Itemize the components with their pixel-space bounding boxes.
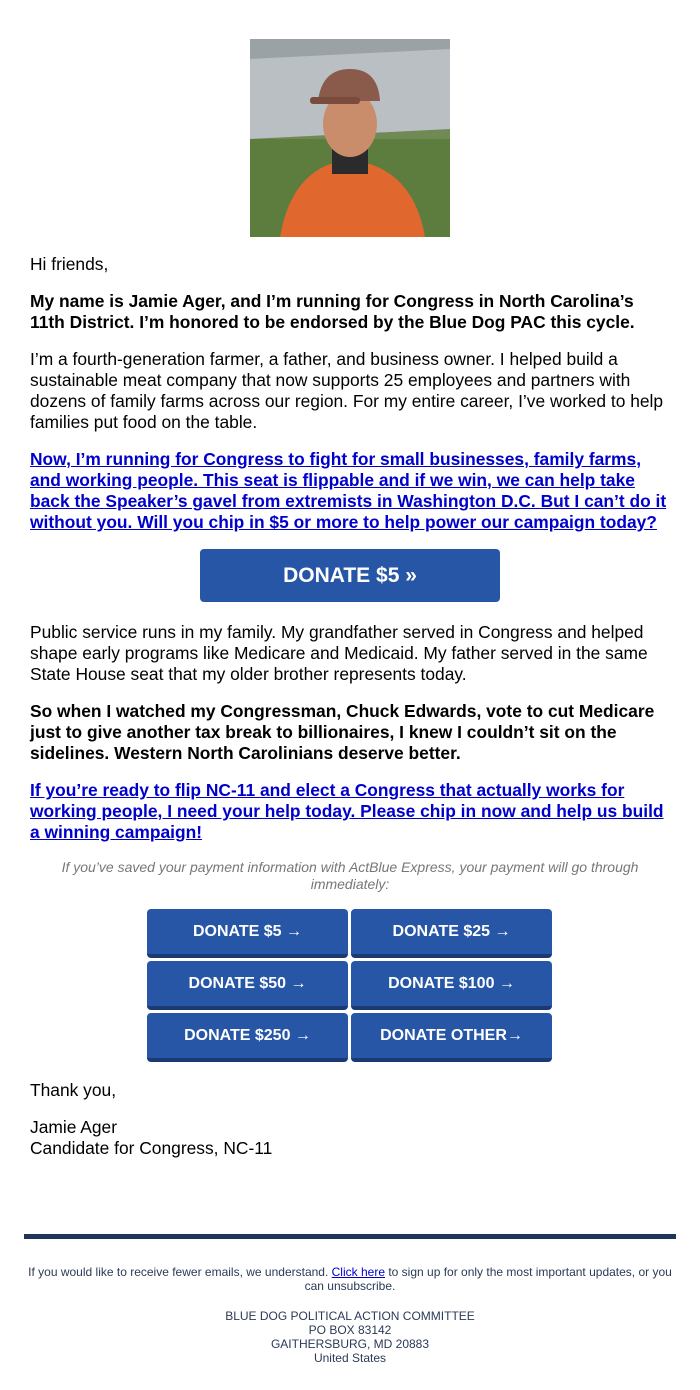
intro-paragraph: My name is Jamie Ager, and I’m running for Congress in North Carolina’s 11th District. I’m honored to be endorsed by the Blue Dog PAC this cycle. xyxy=(30,291,635,332)
donate-other-button[interactable]: DONATE OTHER→ xyxy=(351,1013,552,1062)
address xyxy=(24,1309,676,1365)
donate-button-grid xyxy=(147,909,670,1062)
family-paragraph: Public service runs in my family. My grandfather served in Congress and helped shape early programs like Medicare and Medicaid. My father served in the same State House seat that my older brother represents today. xyxy=(30,622,648,684)
footer-divider xyxy=(24,1234,676,1239)
donate-5-main-button[interactable]: DONATE $5 » xyxy=(200,549,500,602)
greeting: Hi friends, xyxy=(30,254,109,274)
bio-paragraph: I’m a fourth-generation farmer, a father, and business owner. I helped build a sustainable meat company that now supports 25 employees and partners with dozens of family farms across our region. For my entire career, I’ve worked to help families put food on the table. xyxy=(30,349,664,432)
donate-ask-link[interactable]: Now, I’m running for Congress to fight for small businesses, family farms, and working people. This seat is flippable and if we win, we can help take back the Speaker’s gavel from extremists in Washington D.C. But I can’t do it without you. Will you chip in $5 or more to help power our campaign today? xyxy=(30,449,667,532)
signature-title: Candidate for Congress, NC-11 xyxy=(30,1138,273,1158)
express-note: If you’ve saved your payment information with ActBlue Express, your payment will go through immediately: xyxy=(61,859,639,892)
donate-ask-link-2[interactable]: If you’re ready to flip NC-11 and elect a Congress that actually works for working people, I need your help today. Please chip in now and help us build a winning campaign! xyxy=(30,780,664,842)
donate-5-button[interactable]: DONATE $5 → xyxy=(147,909,348,958)
donate-250-button[interactable]: DONATE $250 → xyxy=(147,1013,348,1062)
po-box: PO BOX 83142 xyxy=(308,1323,392,1337)
candidate-photo xyxy=(250,39,450,237)
city: GAITHERSBURG, MD 20883 xyxy=(270,1337,430,1351)
donate-25-button[interactable]: DONATE $25 → xyxy=(351,909,552,958)
signature-name: Jamie Ager xyxy=(30,1117,117,1137)
footer xyxy=(24,1265,676,1365)
country: United States xyxy=(313,1351,387,1365)
donate-50-button[interactable]: DONATE $50 → xyxy=(147,961,348,1010)
message xyxy=(30,254,670,1175)
org-name: BLUE DOG POLITICAL ACTION COMMITTEE xyxy=(225,1309,475,1323)
thanks: Thank you, xyxy=(30,1080,117,1100)
footer-text-pre: If you would like to receive fewer emails, we understand. xyxy=(28,1265,332,1279)
unsubscribe-text xyxy=(24,1265,676,1293)
fewer-emails-link[interactable]: Click here xyxy=(331,1265,385,1279)
motivation-paragraph: So when I watched my Congressman, Chuck Edwards, vote to cut Medicare just to give another tax break to billionaires, I knew I couldn’t sit on the sidelines. Western North Carolinians deserve better. xyxy=(30,701,655,763)
signature xyxy=(30,1117,670,1159)
donate-100-button[interactable]: DONATE $100 → xyxy=(351,961,552,1010)
footer-text-post: to sign up for only the most important updates, or you can unsubscribe. xyxy=(304,1265,672,1293)
